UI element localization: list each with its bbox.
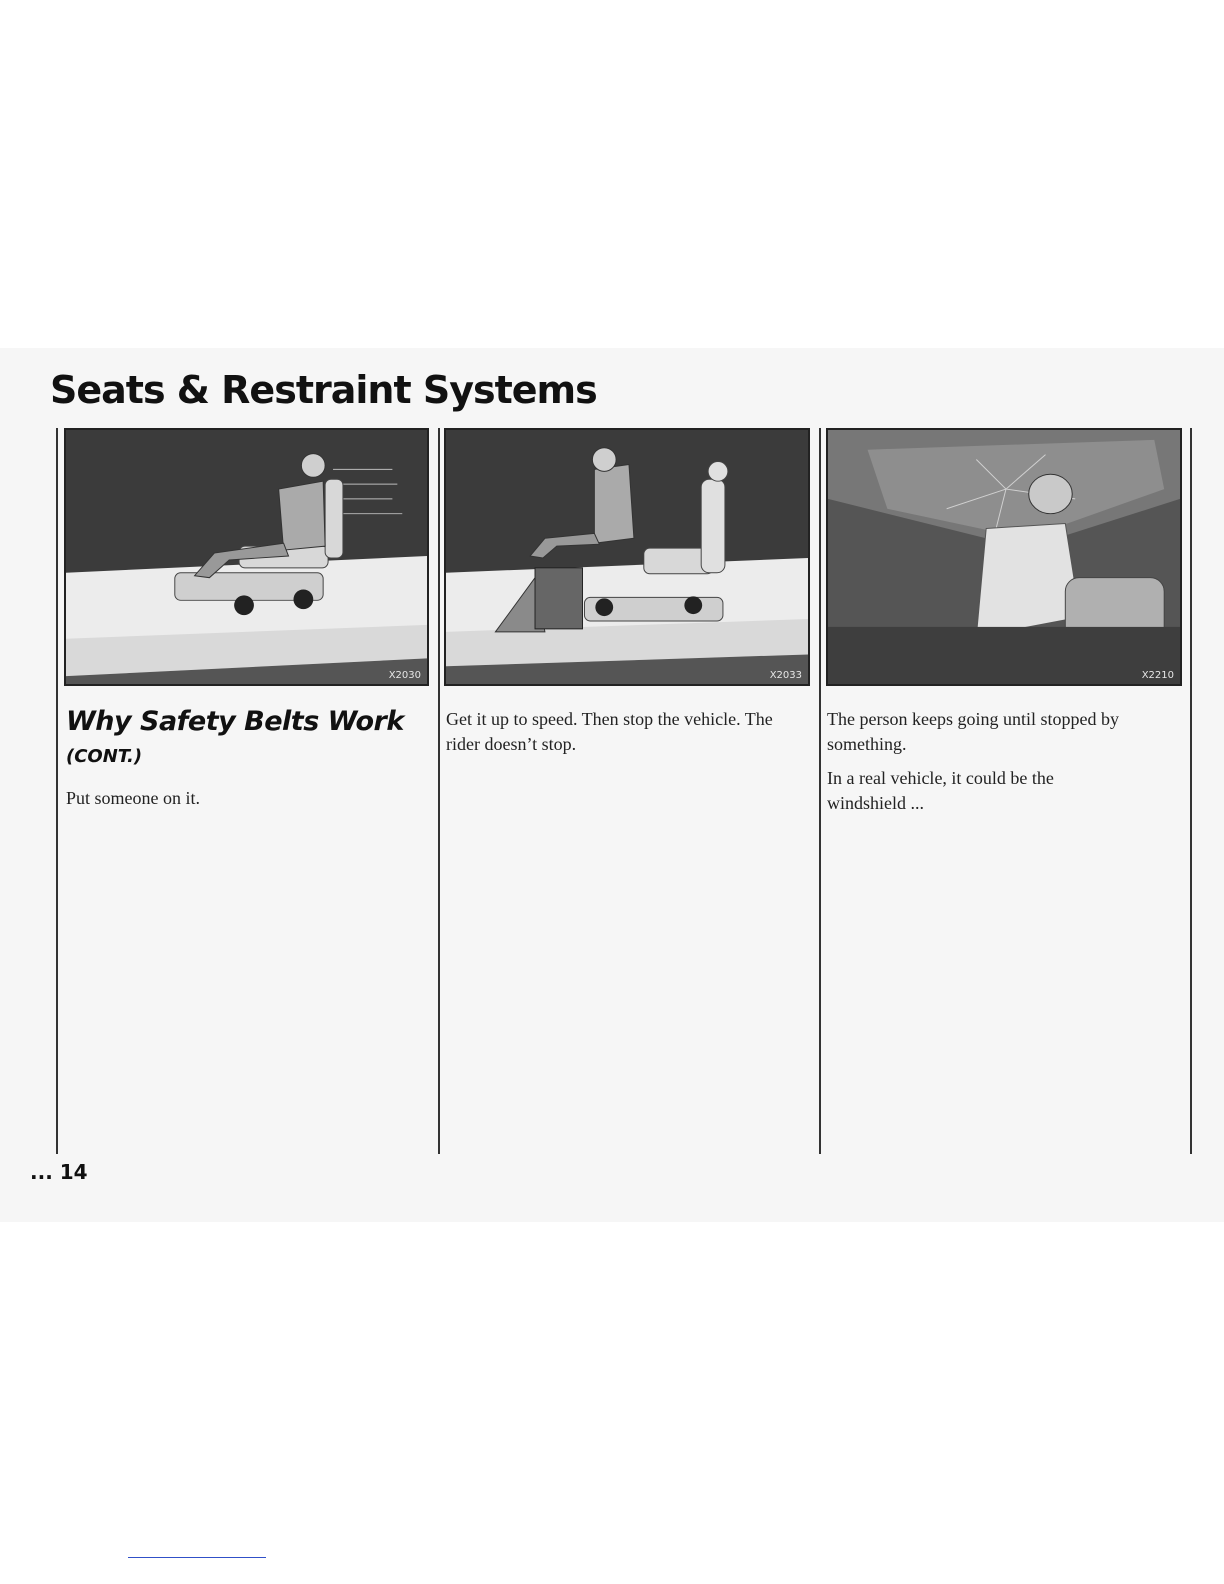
- column3-paragraph-1: The person keeps going until stopped by something.: [827, 709, 1119, 754]
- section-heading: Why Safety Belts Work: [66, 706, 404, 737]
- column3-paragraph-2: In a real vehicle, it could be the windshield ...: [827, 768, 1054, 813]
- column-rule-center-right: [819, 428, 821, 1154]
- sled-stopped-rider-thrown-forward-illustration: [446, 430, 808, 684]
- figure-sled-stopped: [444, 428, 810, 686]
- column1-text: Put someone on it.: [66, 788, 200, 808]
- figure-code: X2210: [1141, 670, 1174, 681]
- rider-on-moving-sled-illustration: [66, 430, 427, 684]
- figure-rider-on-sled: [64, 428, 429, 686]
- figure-windshield-impact: [826, 428, 1182, 686]
- bottom-link-underline: [128, 1557, 266, 1558]
- section-subheading: (CONT.): [66, 746, 143, 767]
- column-rule-center-left: [438, 428, 440, 1154]
- page-number: ... 14: [30, 1160, 88, 1184]
- figure-code: X2030: [388, 670, 421, 681]
- dummy-hitting-windshield-photo: [828, 430, 1180, 684]
- column2-text: Get it up to speed. Then stop the vehicle. The rider doesn’t stop.: [446, 709, 773, 754]
- column-rule-left: [56, 428, 58, 1154]
- figure-code: X2033: [769, 670, 802, 681]
- column-rule-right: [1190, 428, 1192, 1154]
- page-title: Seats & Restraint Systems: [50, 368, 597, 412]
